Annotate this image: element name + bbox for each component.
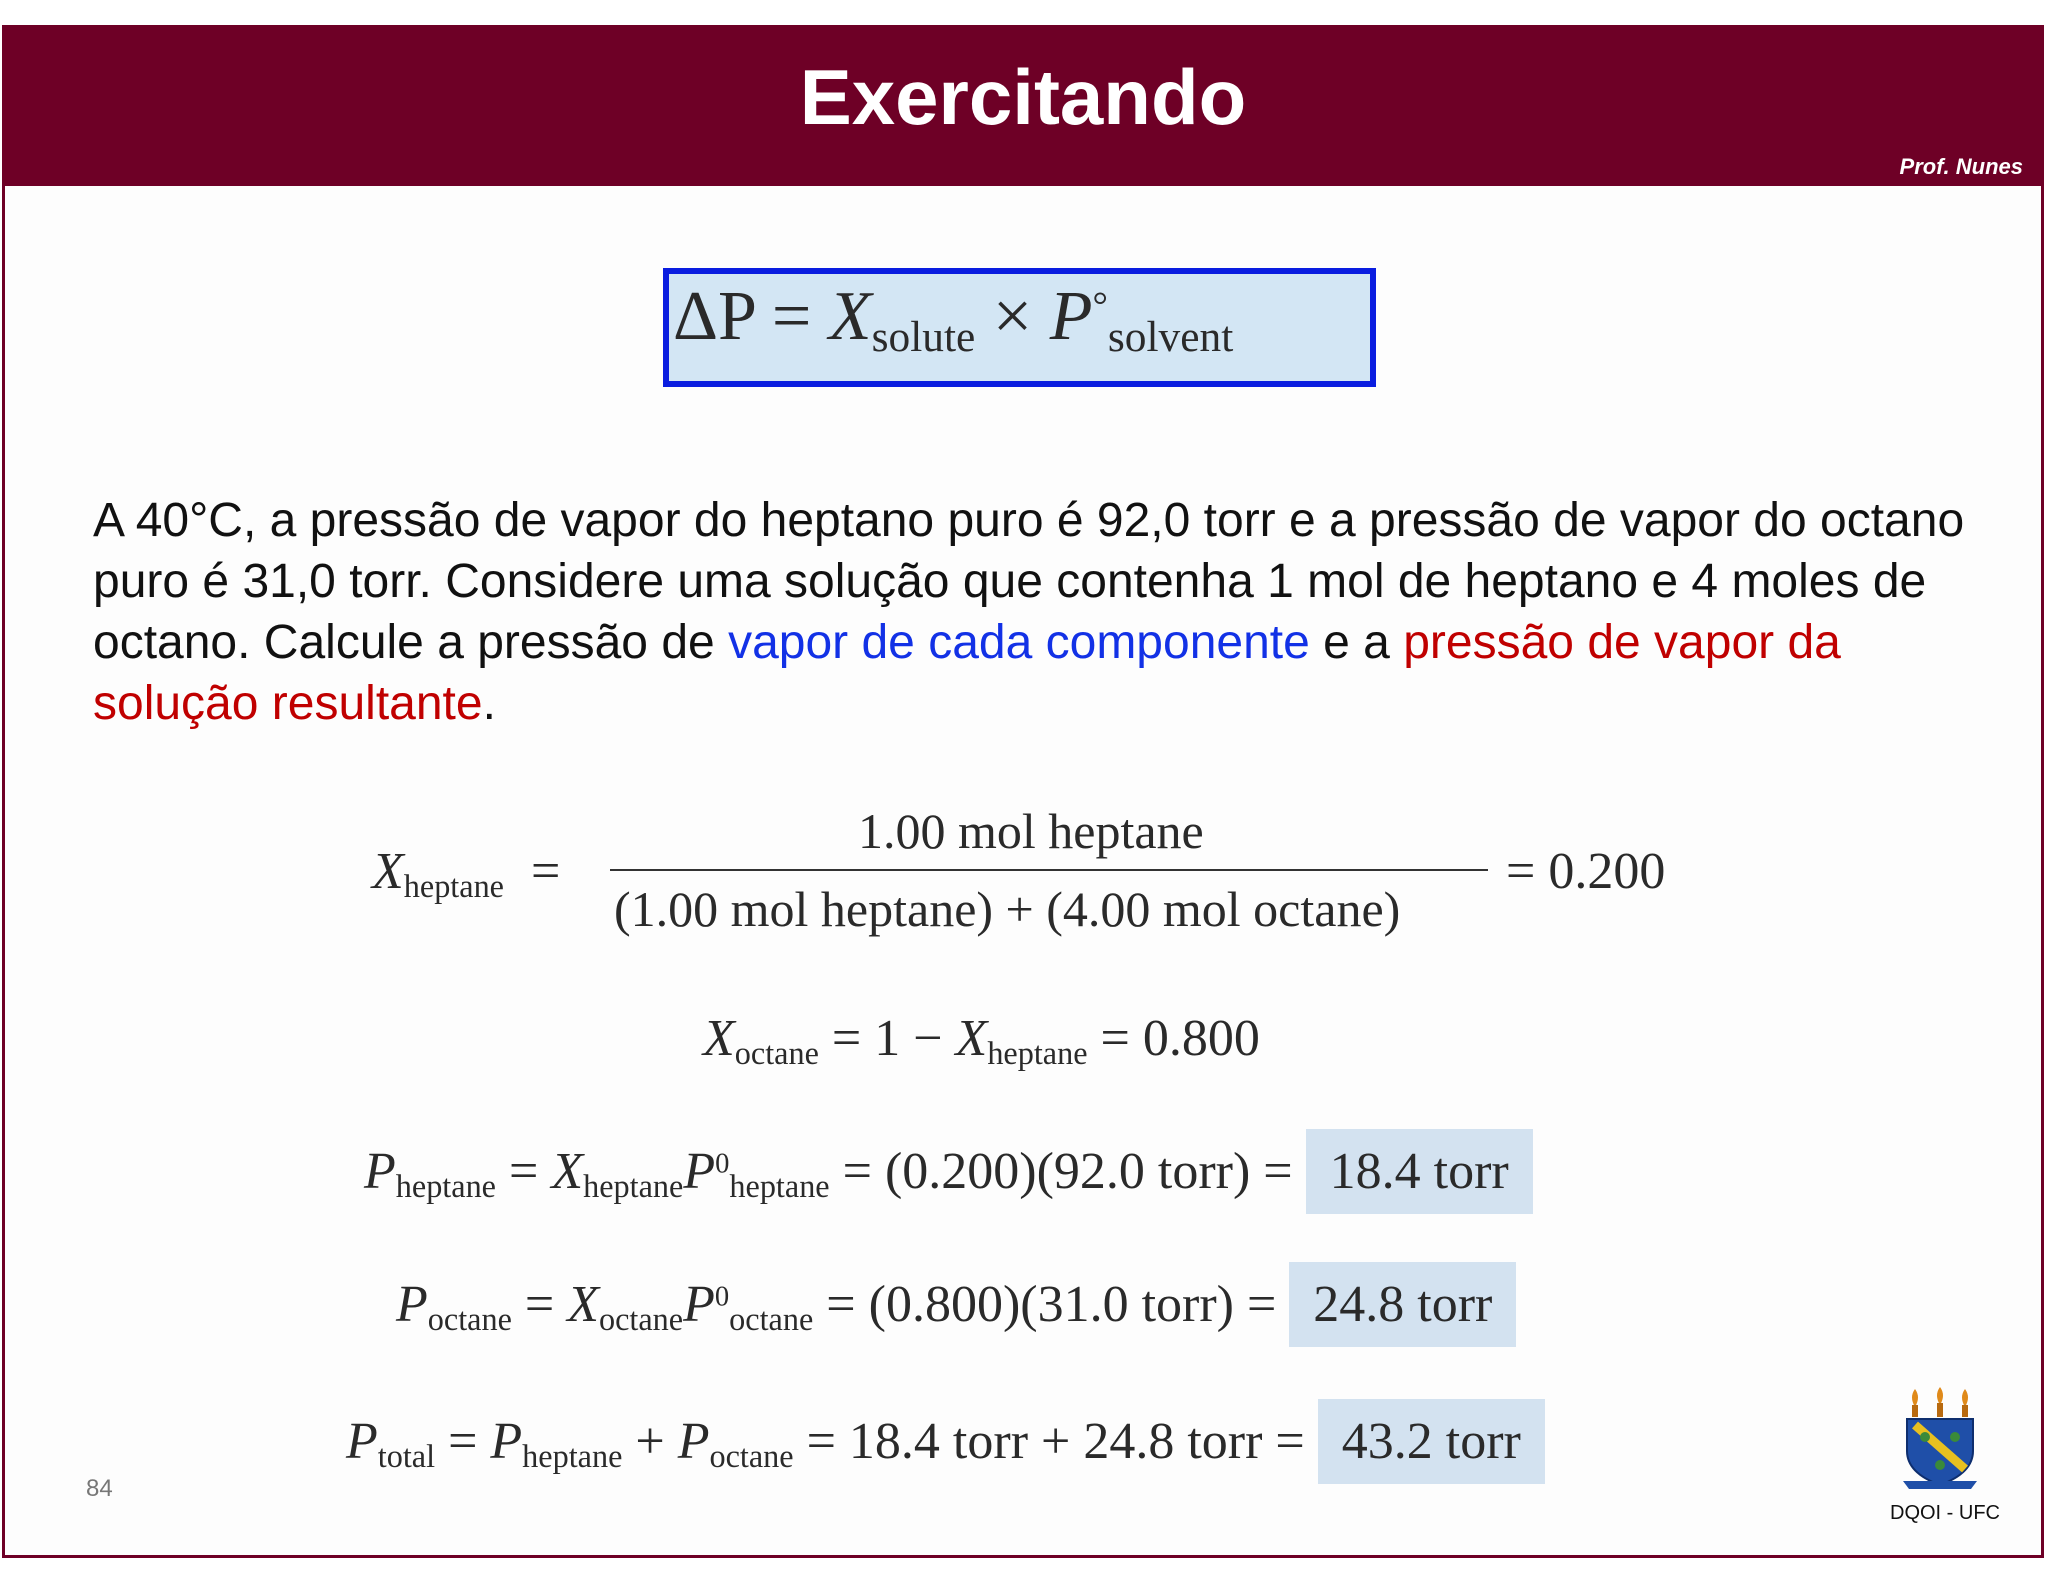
result-p-octane: 24.8 torr — [1289, 1262, 1516, 1347]
fraction-bar — [610, 869, 1488, 871]
problem-text-red: pressão de vapor da solução resultante — [93, 616, 1841, 730]
problem-text-plain-2: e a — [1309, 616, 1404, 669]
problem-statement — [93, 490, 2013, 734]
problem-text-period: . — [482, 677, 496, 730]
department-label: DQOI - UFC — [1890, 1502, 2000, 1524]
eq-x-heptane-numerator: 1.00 mol heptane — [858, 803, 1204, 859]
title-bar — [5, 28, 2041, 186]
problem-text-plain: A 40°C, a pressão de vapor do heptano puro é 92,0 torr e a pressão de vapor do octano puro é 31,0 torr. Considere uma solução que contenha 1 mol de heptano e 4 moles de octano. Calcule a pressão de — [93, 494, 1965, 669]
result-p-total: 43.2 torr — [1318, 1399, 1545, 1484]
eq-p-octane: $P_{octane} = X_{octane}P^0_{octane} = (0.800)(31.0$ torr) = 24.8 torr — [396, 1279, 1516, 1335]
eq-x-heptane-result: = 0.200 — [1506, 843, 1666, 900]
eq-x-heptane-lhs: $X_{heptane}$ = — [372, 843, 561, 905]
eq-x-octane: $X_{octane} = 1 - X_{heptane} = 0.800$ — [703, 1010, 1260, 1072]
eq-p-heptane: $P_{heptane} = X_{heptane}P^0_{heptane} = (0.200)(92.0$ torr) = 18.4 torr — [364, 1146, 1533, 1202]
raoult-formula-box — [663, 268, 1376, 387]
author-label: Prof. Nunes — [1899, 154, 2023, 179]
eq-x-heptane-denominator: (1.00 mol heptane) + (4.00 mol octane) — [614, 881, 1401, 937]
page-number: 84 — [86, 1475, 113, 1502]
result-p-heptane: 18.4 torr — [1306, 1129, 1533, 1214]
slide-title: Exercitando — [799, 53, 1247, 141]
university-crest-icon — [1895, 1385, 1985, 1495]
problem-text-blue: vapor de cada componente — [728, 616, 1310, 669]
raoult-formula: $\Delta P = X_{solute} \times P^\circ_{solvent}$ — [673, 278, 1234, 362]
eq-p-total: $P_{total} = P_{heptane} + P_{octane} = 18.4$ torr + 24.8 torr = 43.2 torr — [346, 1416, 1545, 1472]
